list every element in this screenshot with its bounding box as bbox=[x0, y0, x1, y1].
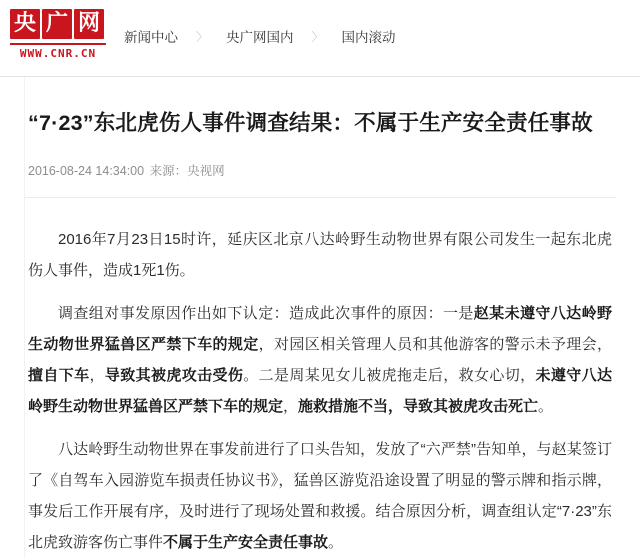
page-left-rule bbox=[24, 77, 25, 558]
article bbox=[0, 107, 640, 558]
emphasis-text: 施救措施不当，导致其被虎攻击死亡 bbox=[298, 398, 539, 416]
article-meta bbox=[28, 161, 616, 179]
body-text: 。二是周某见女儿被虎拖走后，救女心切， bbox=[243, 367, 536, 385]
source-label: 来源： bbox=[149, 164, 188, 179]
article-paragraph bbox=[28, 298, 612, 422]
page-title: “7·23”东北虎伤人事件调查结果：不属于生产安全责任事故 bbox=[28, 111, 593, 135]
body-text: ， bbox=[283, 398, 299, 416]
site-logo[interactable] bbox=[0, 0, 122, 60]
article-paragraph bbox=[28, 434, 612, 558]
body-text: 八达岭野生动物世界在事发前进行了口头告知，发放了“六严禁”告知单，与赵某签订了《自驾车入园游览车损责任协议书》，猛兽区游览沿途设置了明显的警示牌和指示牌，事发后工作开展有序，及时进行了现场处置和救援。结合原因分析，调查组认定“7·23”东北虎致游客伤亡事件 bbox=[28, 441, 612, 552]
article-paragraph bbox=[28, 224, 612, 286]
breadcrumb-item-news-center[interactable]: 新闻中心 bbox=[124, 30, 178, 45]
breadcrumb-item-domestic-rolling[interactable]: 国内滚动 bbox=[341, 30, 396, 45]
logo-char-2: 广 bbox=[42, 9, 72, 39]
logo-domain: WWW.CNR.CN bbox=[10, 43, 106, 60]
emphasis-text: 未遵守八达岭野生动物世界猛兽区严禁下车的规定 bbox=[28, 367, 612, 416]
article-body bbox=[24, 224, 616, 558]
meta-divider bbox=[24, 197, 616, 198]
body-text: 2016年7月23日15时许，延庆区北京八达岭野生动物世界有限公司发生一起东北虎伤人事件，造成1死1伤。 bbox=[28, 231, 612, 280]
logo-char-3: 网 bbox=[74, 9, 104, 39]
logo-char-1: 央 bbox=[10, 9, 40, 39]
breadcrumb-separator-icon: 〉 bbox=[196, 29, 209, 44]
body-text: 。 bbox=[538, 398, 554, 416]
body-text: 调查组对事发原因作出如下认定：造成此次事件的原因：一是 bbox=[58, 305, 474, 323]
breadcrumb-separator-icon: 〉 bbox=[311, 29, 324, 44]
breadcrumb bbox=[122, 0, 398, 46]
emphasis-text: 赵某未遵守八达岭野生动物世界猛兽区严禁下车的规定 bbox=[28, 305, 612, 354]
source-name: 央视网 bbox=[187, 164, 225, 179]
emphasis-text: 不属于生产安全责任事故 bbox=[163, 534, 329, 552]
body-text: ，对园区相关管理人员和其他游客的警示未予理会， bbox=[258, 336, 612, 354]
emphasis-text: 导致其被虎攻击受伤 bbox=[104, 367, 244, 385]
site-header bbox=[0, 0, 640, 77]
breadcrumb-item-cnr-domestic[interactable]: 央广网国内 bbox=[226, 30, 294, 45]
body-text: 。 bbox=[328, 534, 344, 552]
body-text: ， bbox=[89, 367, 105, 385]
emphasis-text: 擅自下车 bbox=[28, 367, 90, 385]
publish-date: 2016-08-24 14:34:00 bbox=[28, 164, 145, 179]
